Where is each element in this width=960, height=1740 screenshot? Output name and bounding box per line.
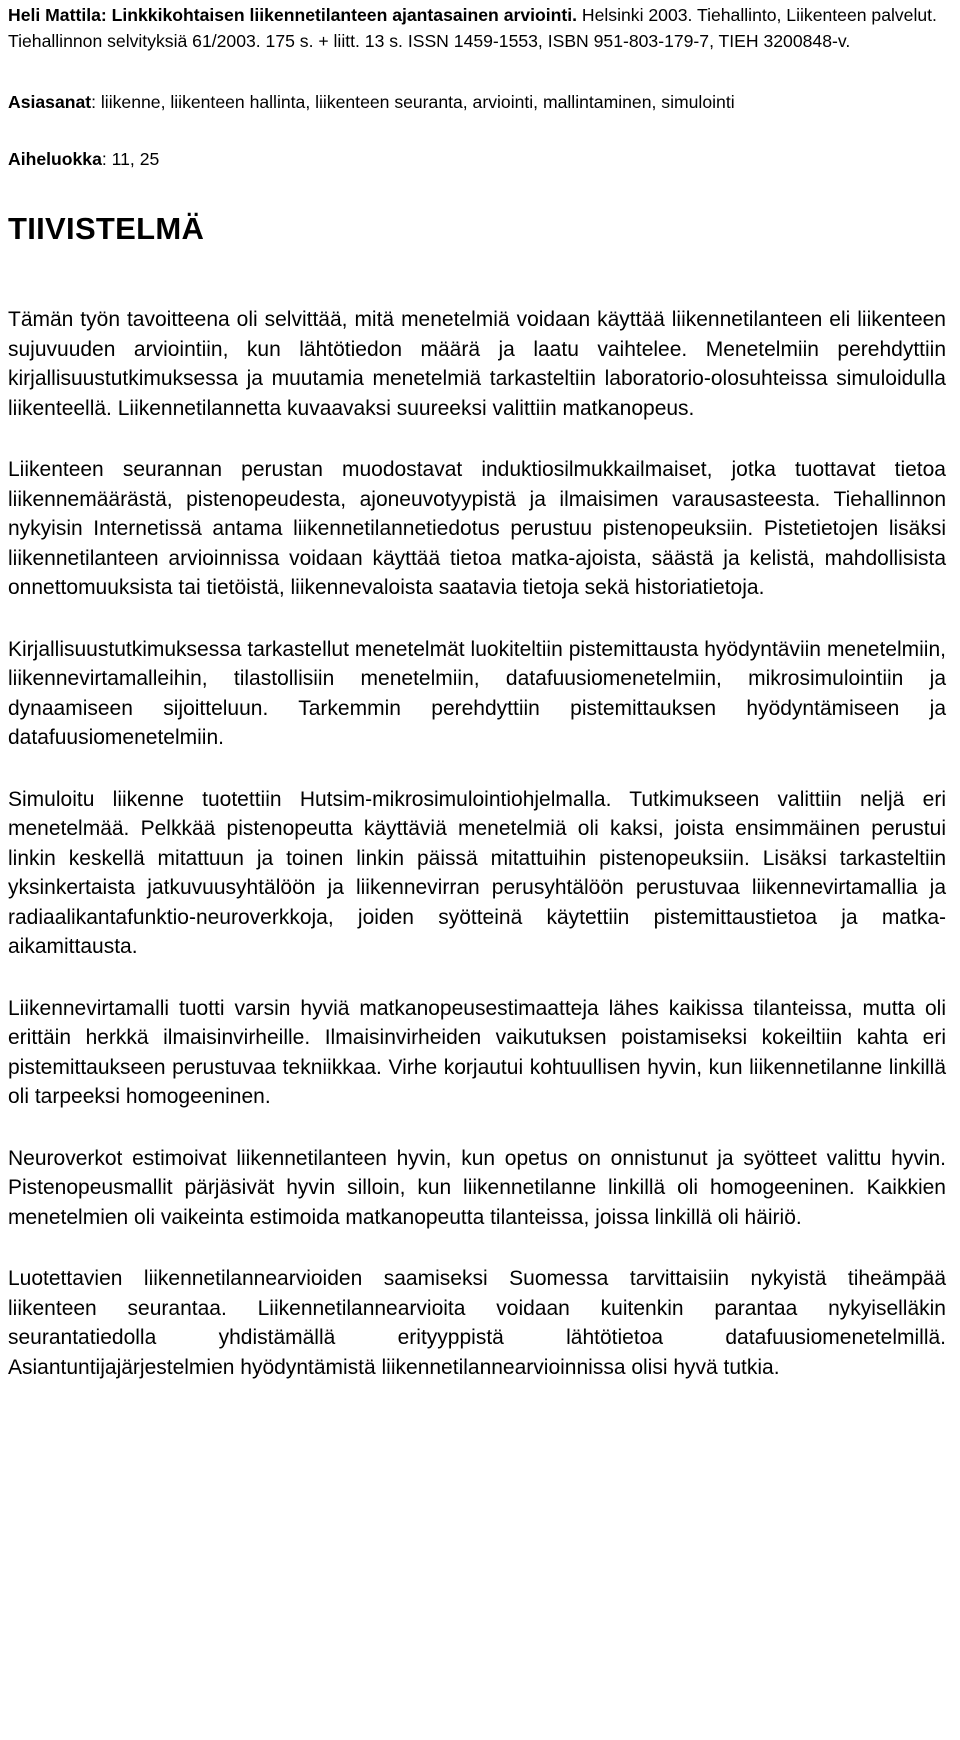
abstract-paragraph: Luotettavien liikennetilannearvioiden saamiseksi Suomessa tarvittaisiin nykyistä tiheämpää liikenteen seurantaa. Liikennetilannearvioita voidaan kuitenkin parantaa nykyiselläkin seurantatiedolla yhdistämällä erityyppistä lähtötietoa datafuusiomenetelmillä. Asiantuntijajärjestelmien hyödyntämistä liikennetilannearvioinnissa olisi hyvä tutkia. <box>8 1267 946 1379</box>
keywords-value: : liikenne, liikenteen hallinta, liikenteen seuranta, arviointi, mallintaminen, simulointi <box>91 92 735 112</box>
subject-class-value: : 11, 25 <box>101 149 160 169</box>
abstract-heading: TIIVISTELMÄ <box>8 211 205 246</box>
publication-details: Helsinki 2003. Tiehallinto, Liikenteen palvelut. Tiehallinnon selvityksiä 61/2003. 175 s. + liitt. 13 s. ISSN 1459-1553, ISBN 951-803-179-7, TIEH 3200848-v. <box>8 5 937 51</box>
abstract-paragraph: Tämän työn tavoitteena oli selvittää, mitä menetelmiä voidaan käyttää liikennetilanteen eli liikenteen sujuvuuden arviointiin, kun lähtötiedon määrä ja laatu vaihtelee. Menetelmiin perehdyttiin kirjallisuustutkimuksessa ja muutamia menetelmiä tarkasteltiin laboratorio-olosuhteissa simuloidulla liikenteellä. Liikennetilannetta kuvaavaksi suureeksi valittiin matkanopeus. <box>8 308 946 420</box>
bibliographic-reference <box>8 0 946 54</box>
keywords-label: Asiasanat <box>8 92 92 112</box>
subject-class-line <box>8 146 946 172</box>
abstract-paragraph: Kirjallisuustutkimuksessa tarkastellut menetelmät luokiteltiin pistemittausta hyödyntäviin menetelmiin, liikennevirtamalleihin, tilastollisiin menetelmiin, datafuusiomenetelmiin, mikrosimulointiin ja dynaamiseen sijoitteluun. Tarkemmin perehdyttiin pistemittauksen hyödyntämiseen ja datafuusiomenetelmiin. <box>8 637 946 749</box>
author-title: Heli Mattila: Linkkikohtaisen liikennetilanteen ajantasainen arviointi. <box>8 5 578 25</box>
abstract-paragraph: Liikenteen seurannan perustan muodostavat induktiosilmukkailmaiset, jotka tuottavat tietoa liikennemäärästä, pistenopeudesta, ajoneuvotyypistä ja ilmaisimen varausasteesta. Tiehallinnon nykyisin Internetissä antama liikennetilannetiedotus perustuu pistenopeuksiin. Pistetietojen lisäksi liikennetilanteen arvioinnissa voidaan käyttää tietoa matka-ajoista, säästä ja kelistä, mahdollisista onnettomuuksista tai tietöistä, liikennevaloista saatavia tietoja sekä historiatietoja. <box>8 458 946 599</box>
abstract-paragraph: Liikennevirtamalli tuotti varsin hyviä matkanopeusestimaatteja lähes kaikissa tilanteissa, mutta oli erittäin herkkä ilmaisinvirheille. Ilmaisinvirheiden vaikutuksen poistamiseksi kokeiltiin kahta eri pistemittaukseen perustuvaa tekniikkaa. Virhe korjautui kohtuullisen hyvin, kun liikennetilanne linkillä oli tarpeeksi homogeeninen. <box>8 996 946 1108</box>
keywords-line <box>8 89 946 115</box>
abstract-paragraph: Neuroverkot estimoivat liikennetilanteen hyvin, kun opetus on onnistunut ja syötteet valittu hyvin. Pistenopeusmallit pärjäsivät hyvin silloin, kun liikennetilanne linkillä oli homogeeninen. Kaikkien menetelmien oli vaikeinta estimoida matkanopeutta tilanteissa, joissa linkillä oli häiriö. <box>8 1146 946 1229</box>
abstract-paragraph: Simuloitu liikenne tuotettiin Hutsim-mikrosimulointiohjelmalla. Tutkimukseen valittiin neljä eri menetelmää. Pelkkää pistenopeutta käyttäviä menetelmiä oli kaksi, joista ensimmäinen perustui linkin keskellä mitattuun ja toinen linkin päissä mitattuihin pistenopeuksiin. Lisäksi tarkasteltiin yksinkertaista jatkuvuusyhtälöön ja liikennevirran perusyhtälöön perustuvaa liikennevirtamallia ja radiaalikantafunktio-neuroverkkoja, joiden syötteinä käytettiin pistemittaustietoa ja matka-aikamittausta. <box>8 787 946 958</box>
subject-class-label: Aiheluokka <box>8 149 102 169</box>
